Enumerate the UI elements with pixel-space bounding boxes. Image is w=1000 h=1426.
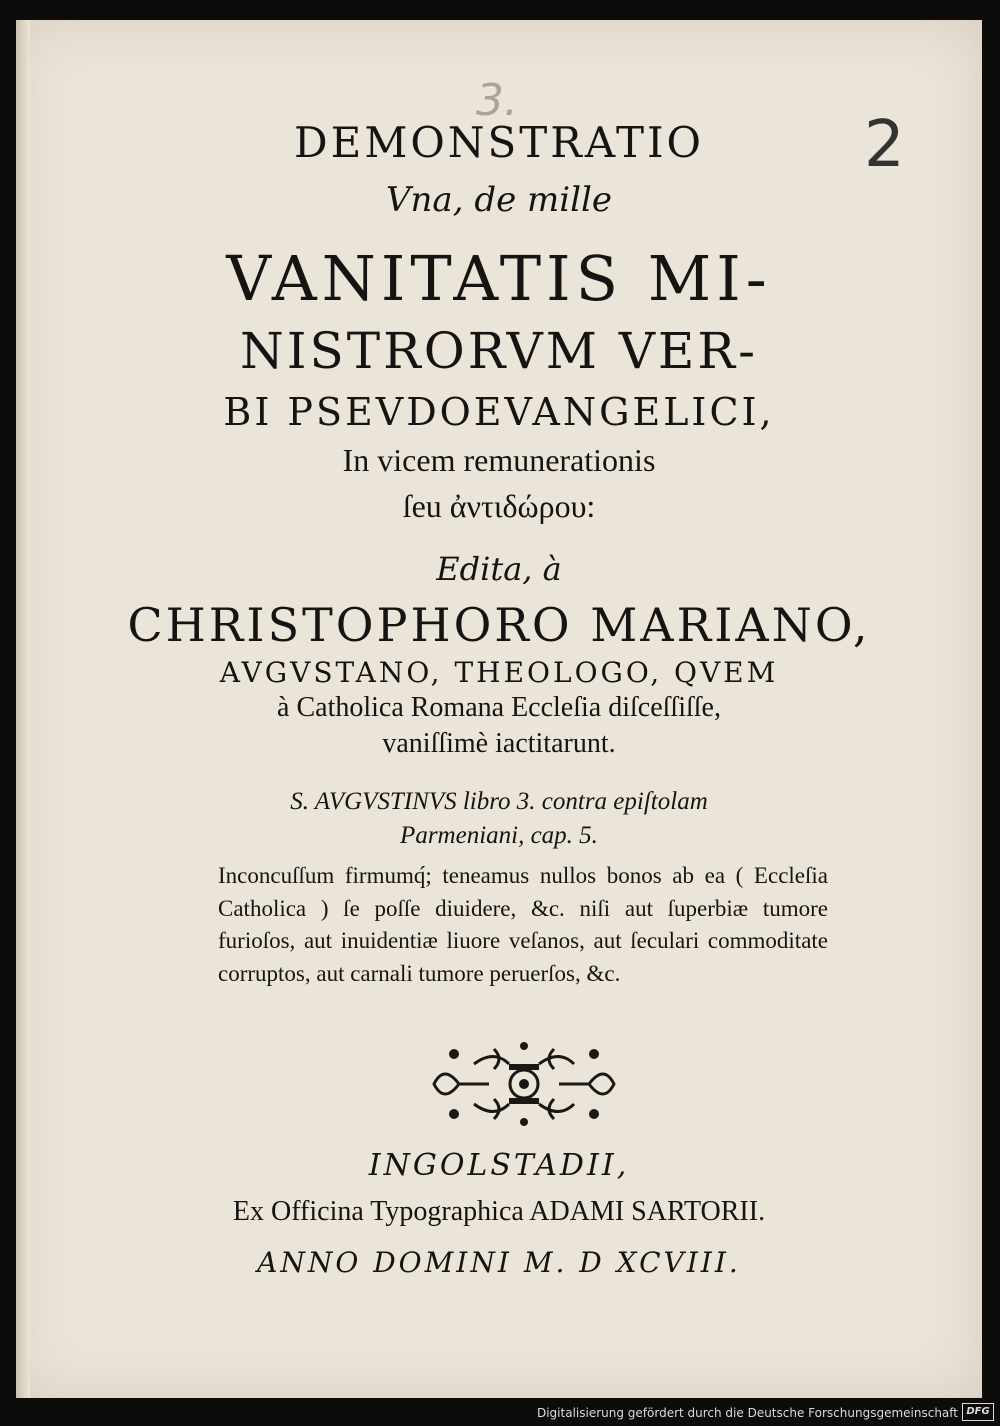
author-line-4: vaniſſimè iactitarunt. (382, 728, 616, 759)
title-line-3: VANITATIS MI- (226, 242, 772, 315)
augustine-quote (218, 860, 828, 990)
imprint-city: INGOLSTADII, (368, 1148, 630, 1183)
title-line-2: Vna, de mille (385, 180, 612, 220)
title-line-4: NISTRORVM VER- (240, 322, 758, 380)
title-line-1: DEMONSTRATIO (293, 118, 704, 167)
title-line-7: ſeu ἀντιδώρου: (402, 488, 596, 524)
author-edita: Edita, à (436, 550, 562, 588)
author-name: CHRISTOPHORO MARIANO, (127, 598, 871, 652)
author-line-2: AVGVSTANO, THEOLOGO, QVEM (219, 656, 779, 689)
digitization-credit: Digitalisierung gefördert durch die Deutsche Forschungsgemeinschaft (536, 1406, 958, 1420)
footer-bar (0, 1398, 1000, 1426)
quote-text: Inconcuſſum firmumq́; teneamus nullos bonos ab ea ( Eccleſia Catholica ) ſe poſſe diuidere, &c. niſi aut ſuperbiæ tumore furioſos, aut inuidentiæ liuore veſanos, aut ſeculari commoditate corruptos, aut carnali tumore peruerſos, &c. (218, 863, 828, 986)
handwritten-mark-right: 2 (864, 108, 905, 182)
citation-line-2: Parmeniani, cap. 5. (400, 822, 598, 849)
dfg-logo-icon: DFG (962, 1403, 994, 1421)
title-page (16, 20, 982, 1398)
imprint-year: ANNO DOMINI M. D XCVIII. (257, 1246, 741, 1279)
imprint-printer: Ex Officina Typographica ADAMI SARTORII. (232, 1196, 766, 1227)
author-line-3: à Catholica Romana Eccleſia diſceſſiſſe, (277, 692, 721, 723)
title-line-6: In vicem remunerationis (342, 442, 656, 478)
citation-line-1: S. AVGVSTINVS libro 3. contra epiſtolam (290, 788, 708, 815)
printers-ornament-icon (414, 1034, 634, 1134)
handwritten-mark-top: 3. (476, 75, 518, 126)
title-line-5: BI PSEVDOEVANGELICI, (223, 390, 775, 434)
